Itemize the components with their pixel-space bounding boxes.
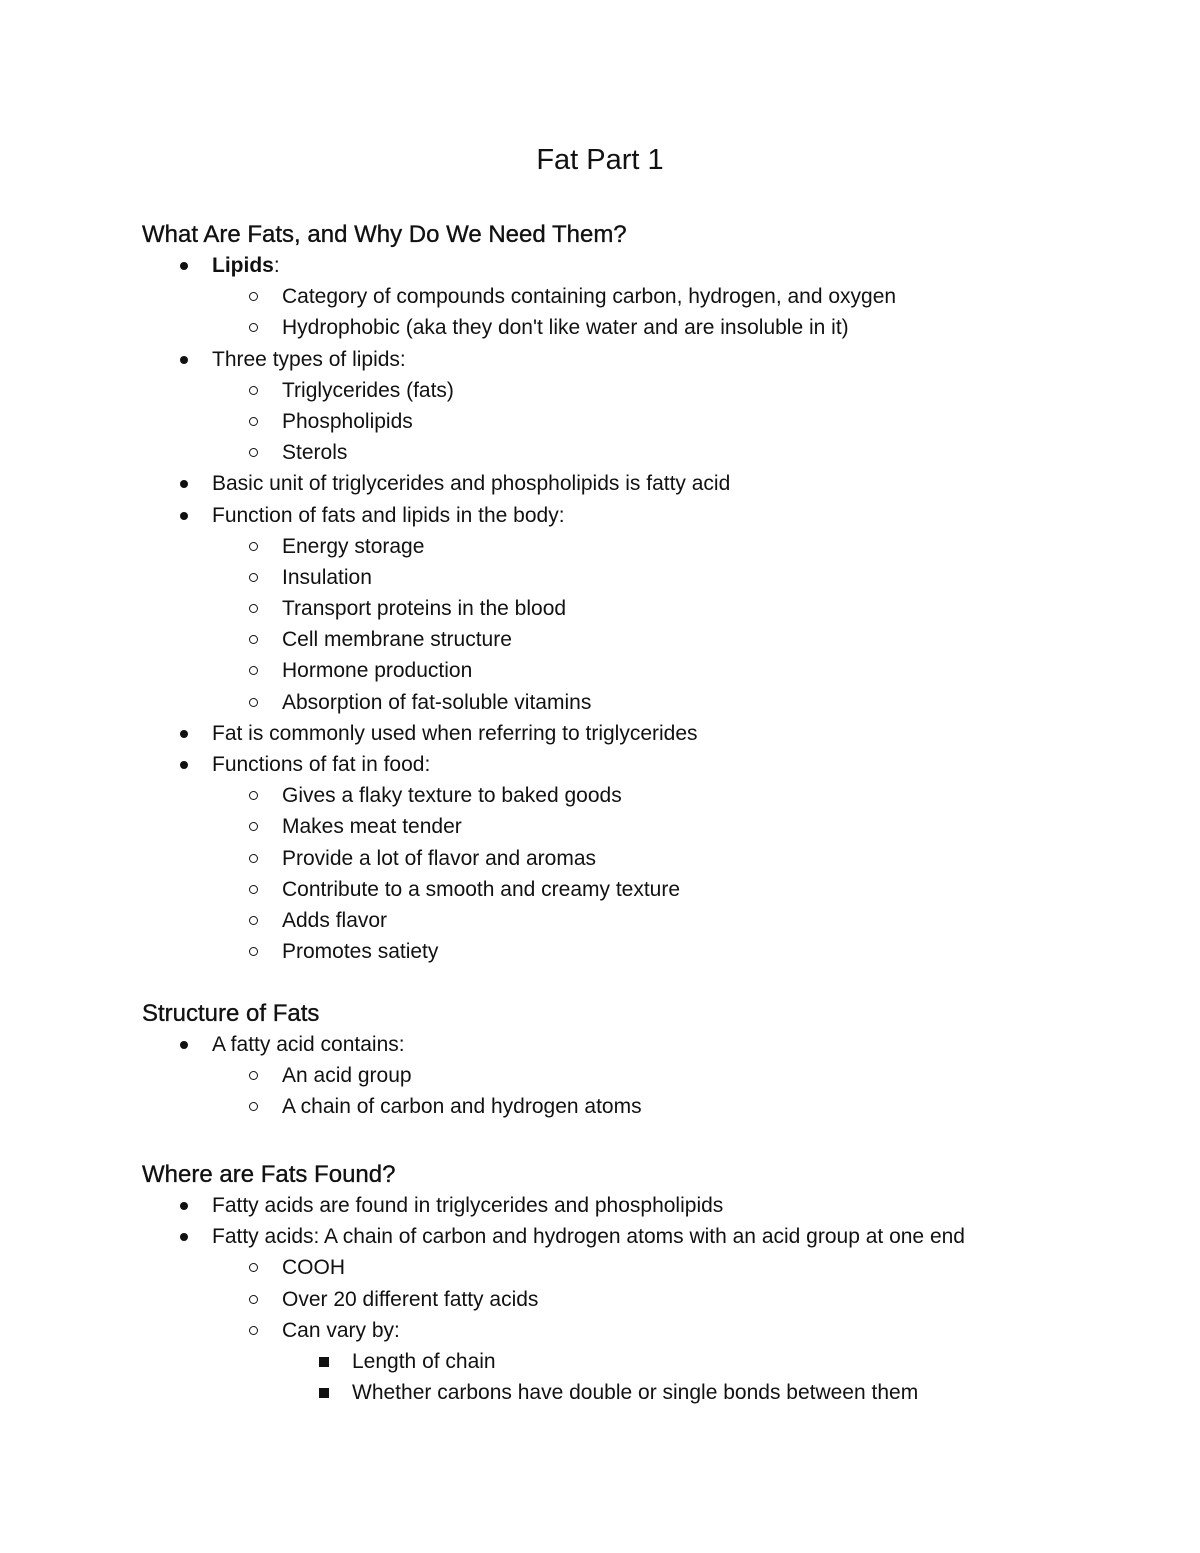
- bullet-dot-icon: [180, 512, 188, 520]
- list-item: A fatty acid contains:: [142, 1029, 1142, 1060]
- list-item: Fatty acids are found in triglycerides and phospholipids: [142, 1190, 1142, 1221]
- list-item: Whether carbons have double or single bonds between them: [142, 1377, 1142, 1408]
- section-heading: What Are Fats, and Why Do We Need Them?: [142, 221, 627, 248]
- list-item: Absorption of fat-soluble vitamins: [142, 687, 1142, 718]
- list-item: Function of fats and lipids in the body:: [142, 500, 1142, 531]
- list-item: Cell membrane structure: [142, 624, 1142, 655]
- bullet-square-icon: [319, 1388, 329, 1398]
- document-title: Fat Part 1: [536, 144, 664, 176]
- section-heading: Structure of Fats: [142, 1000, 320, 1027]
- list-item: Fatty acids: A chain of carbon and hydrogen atoms with an acid group at one end: [142, 1221, 1142, 1252]
- bullet-dot-icon: [180, 1233, 188, 1241]
- list-item: Hormone production: [142, 655, 1142, 686]
- bullet-circle-icon: [249, 1102, 258, 1111]
- bullet-circle-icon: [249, 854, 258, 863]
- bullet-circle-icon: [249, 916, 258, 925]
- bold-term: Lipids: [212, 254, 274, 277]
- bullet-circle-icon: [249, 573, 258, 582]
- bullet-circle-icon: [249, 292, 258, 301]
- bullet-dot-icon: [180, 356, 188, 364]
- list-item: Contribute to a smooth and creamy texture: [142, 874, 1142, 905]
- bullet-circle-icon: [249, 698, 258, 707]
- list-item: Three types of lipids:: [142, 344, 1142, 375]
- bullet-dot-icon: [180, 730, 188, 738]
- section-where-are-fats-found: [142, 1159, 1142, 1408]
- list-item: Basic unit of triglycerides and phospholipids is fatty acid: [142, 468, 1142, 499]
- list-item: Category of compounds containing carbon, hydrogen, and oxygen: [142, 281, 1142, 312]
- list-item: Fat is commonly used when referring to triglycerides: [142, 718, 1142, 749]
- bullet-dot-icon: [180, 761, 188, 769]
- list-item: Lipids:: [142, 250, 1142, 281]
- bullet-circle-icon: [249, 1263, 258, 1272]
- bullet-circle-icon: [249, 448, 258, 457]
- bullet-circle-icon: [249, 604, 258, 613]
- bullet-square-icon: [319, 1357, 329, 1367]
- bullet-circle-icon: [249, 417, 258, 426]
- list-item: Phospholipids: [142, 406, 1142, 437]
- bullet-circle-icon: [249, 542, 258, 551]
- bullet-circle-icon: [249, 791, 258, 800]
- bullet-circle-icon: [249, 1295, 258, 1304]
- list-item: Hydrophobic (aka they don't like water and are insoluble in it): [142, 312, 1142, 343]
- list-item: Transport proteins in the blood: [142, 593, 1142, 624]
- list-item: Over 20 different fatty acids: [142, 1284, 1142, 1315]
- list-item: An acid group: [142, 1060, 1142, 1091]
- bullet-circle-icon: [249, 1071, 258, 1080]
- list-item: Insulation: [142, 562, 1142, 593]
- list-item: Provide a lot of flavor and aromas: [142, 843, 1142, 874]
- list-item: COOH: [142, 1252, 1142, 1283]
- bullet-dot-icon: [180, 1041, 188, 1049]
- list-item: Can vary by:: [142, 1315, 1142, 1346]
- list-item: A chain of carbon and hydrogen atoms: [142, 1091, 1142, 1122]
- list-item: Triglycerides (fats): [142, 375, 1142, 406]
- bullet-circle-icon: [249, 822, 258, 831]
- section-heading: Where are Fats Found?: [142, 1161, 396, 1188]
- section-what-are-fats: [142, 219, 1142, 967]
- bullet-dot-icon: [180, 1202, 188, 1210]
- list-item: Energy storage: [142, 531, 1142, 562]
- bullet-circle-icon: [249, 947, 258, 956]
- bullet-circle-icon: [249, 635, 258, 644]
- bullet-circle-icon: [249, 386, 258, 395]
- section-structure-of-fats: [142, 998, 1142, 1123]
- list-item: Functions of fat in food:: [142, 749, 1142, 780]
- list-item: Length of chain: [142, 1346, 1142, 1377]
- list-item: Sterols: [142, 437, 1142, 468]
- list-item: Adds flavor: [142, 905, 1142, 936]
- list-item: Makes meat tender: [142, 811, 1142, 842]
- list-item: Gives a flaky texture to baked goods: [142, 780, 1142, 811]
- bullet-circle-icon: [249, 666, 258, 675]
- bullet-dot-icon: [180, 262, 188, 270]
- bullet-circle-icon: [249, 323, 258, 332]
- bullet-dot-icon: [180, 480, 188, 488]
- bullet-circle-icon: [249, 885, 258, 894]
- list-item: Promotes satiety: [142, 936, 1142, 967]
- bullet-circle-icon: [249, 1326, 258, 1335]
